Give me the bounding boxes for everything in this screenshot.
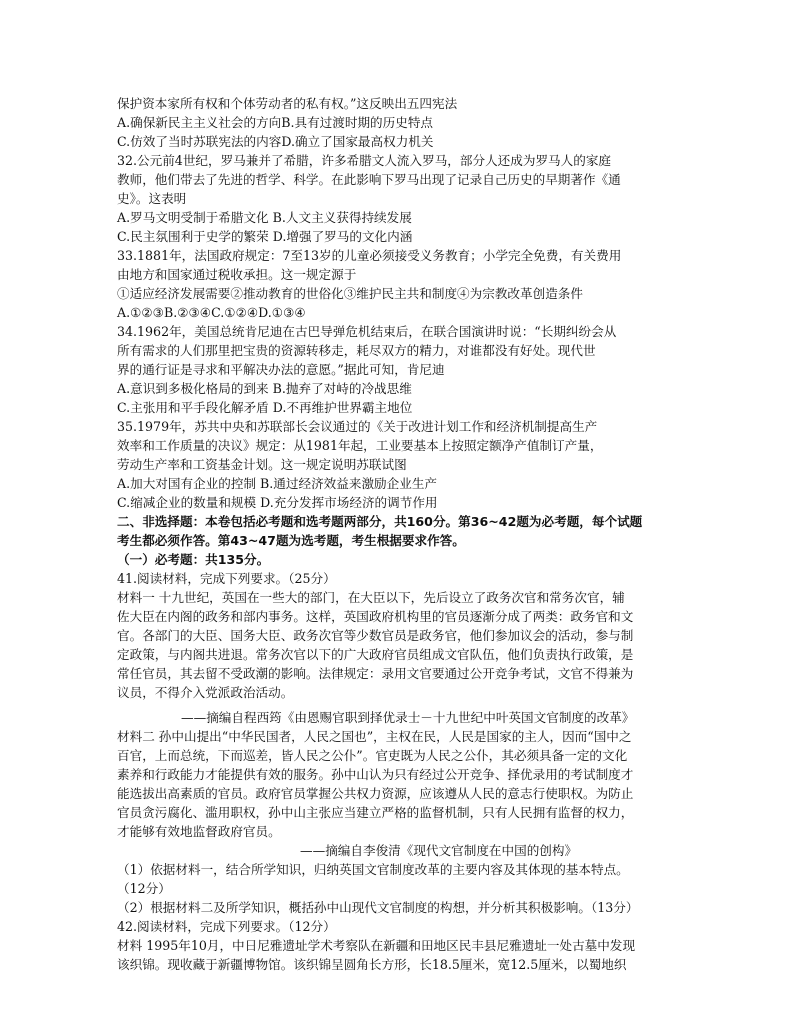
text-line: C.缩减企业的数量和规模 D.充分发挥市场经济的调节作用 bbox=[117, 495, 438, 510]
section-heading: 考生都必须作答。第43~47题为选考题，考生根据要求作答。 bbox=[117, 533, 465, 548]
text-line: 劳动生产率和工资基金计划。这一规定说明苏联试图 bbox=[117, 457, 407, 472]
text-line: ①适应经济发展需要②推动教育的世俗化③维护民主共和制度④为宗教改革创造条件 bbox=[117, 286, 583, 301]
text-line: 41.阅读材料，完成下列要求。（25分） bbox=[117, 571, 336, 586]
text-line: 史》。这表明 bbox=[117, 191, 187, 206]
text-line: 效率和工作质量的决议》规定：从1981年起，工业要基本上按照定额净产值制订产量， bbox=[117, 438, 603, 453]
text-line: 定政策，与内阁共进退。常务次官以下的广大政府官员组成文官队伍，他们负责执行政策，是 bbox=[117, 647, 634, 662]
text-line: 材料 1995年10月，中日尼雅遗址学术考察队在新疆和田地区民丰县尼雅遗址一处古墓中发现 bbox=[117, 938, 636, 953]
text-line: 素养和行政能力才能提供有效的服务。孙中山认为只有经过公开竞争、择优录用的考试制度才 bbox=[117, 767, 634, 782]
text-line: 百官，上而总统，下而巡差，皆人民之公仆”。官吏既为人民之公仆，其必须具备一定的文化 bbox=[117, 748, 628, 763]
text-line: C.主张用和平手段化解矛盾 D.不再维护世界霸主地位 bbox=[117, 400, 413, 415]
text-line: A.意识到多极化格局的到来 B.抛弃了对峙的冷战思维 bbox=[117, 381, 412, 396]
text-line: 才能够有效地监督政府官员。 bbox=[117, 824, 281, 839]
text-line: 由地方和国家通过税收承担。这一规定源于 bbox=[117, 267, 357, 282]
text-line: 35.1979年，苏共中央和苏联部长会议通过的《关于改进计划工作和经济机制提高生产 bbox=[117, 419, 598, 434]
subsection-heading: （一）必考题：共135分。 bbox=[117, 552, 270, 567]
text-line: 官员贪污腐化、滥用职权，孙中山主张应当建立严格的监督机制，只有人民拥有监督的权力， bbox=[117, 805, 634, 820]
text-line: A.加大对国有企业的控制 B.通过经济效益来激励企业生产 bbox=[117, 476, 438, 491]
text-line: 教师，他们带去了先进的哲学、科学。在此影响下罗马出现了记录自己历史的早期著作《通 bbox=[117, 172, 621, 187]
text-line: 材料二 孙中山提出“中华民国者，人民之国也”，主权在民，人民是国家的主人，因而“国中之 bbox=[117, 729, 632, 744]
text-line: A.①②③B.②③④C.①②④D.①③④ bbox=[117, 305, 306, 320]
section-heading: 二、非选择题：本卷包括必考题和选考题两部分，共160分。第36~42题为必考题，每个试题 bbox=[117, 514, 643, 529]
citation-line: ——摘编自李俊清《现代文官制度在中国的创构》 bbox=[300, 843, 578, 858]
text-line: 所有需求的人们那里把宝贵的资源转移走，耗尽双方的精力，对谁都没有好处。现代世 bbox=[117, 343, 596, 358]
text-line: （2）根据材料二及所学知识，概括孙中山现代文官制度的构想，并分析其积极影响。（13分） bbox=[117, 900, 639, 915]
citation-line: ——摘编自程西筠《由恩赐官职到择优录士－十九世纪中叶英国文官制度的改革》 bbox=[181, 710, 635, 725]
text-line: 佐大臣在内阁的政务和部内事务。这样，英国政府机构里的官员逐渐分成了两类：政务官和文 bbox=[117, 609, 634, 624]
text-line: C.仿效了当时苏联宪法的内容D.确立了国家最高权力机关 bbox=[117, 134, 434, 149]
text-line: 官。各部门的大臣、国务大臣、政务次官等少数官员是政务官，他们参加议会的活动，参与制 bbox=[117, 628, 634, 643]
text-line: （12分） bbox=[117, 881, 171, 896]
text-line: 保护资本家所有权和个体劳动者的私有权。”这反映出五四宪法 bbox=[117, 96, 458, 111]
text-line: 42.阅读材料，完成下列要求。（12分） bbox=[117, 919, 336, 934]
text-line: 议员，不得介入党派政治活动。 bbox=[117, 685, 294, 700]
text-line: 界的通行证是寻求和平解决办法的意愿。”据此可知，肯尼迪 bbox=[117, 362, 445, 377]
text-line: 能选拔出高素质的官员。政府官员掌握公共权力资源，应该遵从人民的意志行使职权。为防止 bbox=[117, 786, 634, 801]
text-line: A.罗马文明受制于希腊文化 B.人文主义获得持续发展 bbox=[117, 210, 412, 225]
text-line: A.确保新民主主义社会的方向B.具有过渡时期的历史特点 bbox=[117, 115, 434, 130]
text-line: 常任官员，其去留不受政潮的影响。法律规定：录用文官要通过公开竞争考试，文官不得兼为 bbox=[117, 666, 634, 681]
text-line: 34.1962年，美国总统肯尼迪在古巴导弹危机结束后，在联合国演讲时说：“长期纠纷会从 bbox=[117, 324, 617, 339]
text-line: 33.1881年，法国政府规定：7至13岁的儿童必须接受义务教育；小学完全免费，有关费用 bbox=[117, 248, 622, 263]
text-line: （1）依据材料一，结合所学知识，归纳英国文官制度改革的主要内容及其体现的基本特点。 bbox=[117, 862, 629, 877]
text-line: C.民主氛围利于史学的繁荣 D.增强了罗马的文化内涵 bbox=[117, 229, 413, 244]
text-line: 该织锦。现收藏于新疆博物馆。该织锦呈圆角长方形，长18.5厘米，宽12.5厘米，以蜀地织 bbox=[117, 957, 627, 972]
text-line: 材料一 十九世纪，英国在一些大的部门，在大臣以下，先后设立了政务次官和常务次官，辅 bbox=[117, 590, 625, 605]
text-line: 32.公元前4世纪，罗马兼并了希腊，许多希腊文人流入罗马，部分人还成为罗马人的家庭 bbox=[117, 153, 612, 168]
